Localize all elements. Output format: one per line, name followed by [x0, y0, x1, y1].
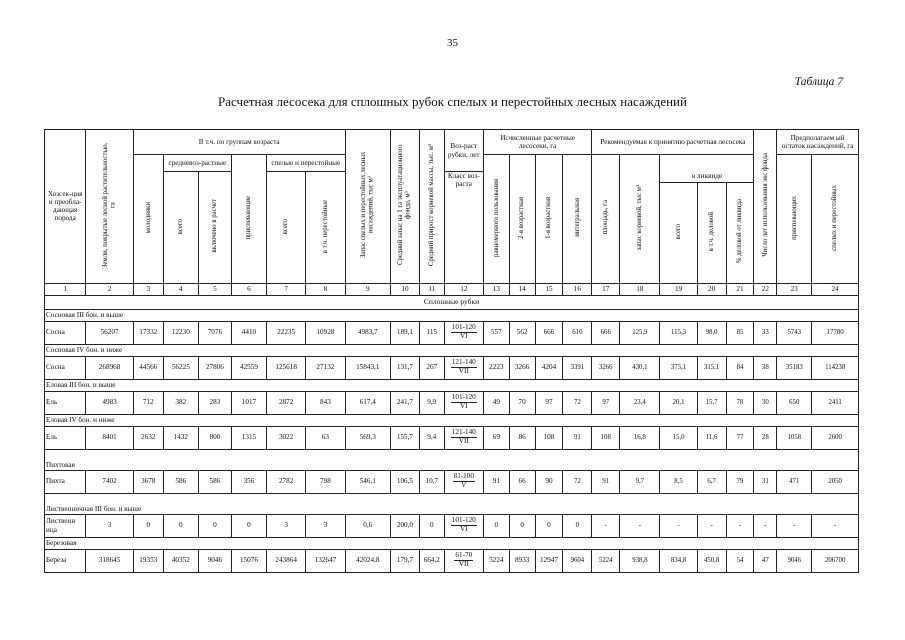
table-cell: 0 [483, 514, 509, 537]
table-cell: 0 [231, 514, 266, 537]
table-cell: 97 [535, 391, 563, 414]
table-cell: 318645 [86, 549, 134, 572]
table-cell: 131,7 [390, 356, 419, 379]
age-class-cell [444, 356, 483, 379]
table-row [45, 549, 859, 572]
table-cell: 9,7 [620, 470, 660, 493]
table-header [45, 130, 859, 284]
felling-table [44, 129, 859, 573]
table-cell: 189,1 [390, 321, 419, 344]
table-cell: 8,5 [660, 470, 697, 493]
age-class: VI [459, 525, 468, 533]
table-cell: 562 [509, 321, 535, 344]
table-cell: - [812, 514, 859, 537]
table-cell: 206700 [812, 549, 859, 572]
table-cell: 3 [306, 514, 345, 537]
header-years-of-use: Число лет использования экс фонда [754, 130, 777, 284]
header-second-age: 2-я возрастная [509, 155, 535, 284]
table-cell: 90 [535, 470, 563, 493]
table-cell: 4983,7 [345, 321, 390, 344]
table-cell: 27132 [306, 356, 345, 379]
header-middle-aged: средневоз-растные [163, 155, 231, 172]
table-cell: 28 [754, 426, 777, 449]
table-cell: 125618 [267, 356, 306, 379]
header-even-use: равномерного пользования [483, 155, 509, 284]
table-cell: 44566 [133, 356, 163, 379]
table-cell: 9046 [198, 549, 231, 572]
table-cell: 23,4 [620, 391, 660, 414]
header-age-class: Класс воз-раста [444, 172, 483, 284]
table-cell: 47 [754, 549, 777, 572]
age-class-cell [444, 426, 483, 449]
cutting-age: 101-120 [451, 393, 476, 402]
table-cell: 2782 [267, 470, 306, 493]
table-cell: 0 [563, 514, 592, 537]
table-label: Таблица 7 [794, 76, 843, 88]
table-cell: 97 [592, 391, 620, 414]
header-liquid: в ликвиде [660, 172, 754, 183]
table-cell: 2050 [812, 470, 859, 493]
table-cell: 15076 [231, 549, 266, 572]
table-row [45, 356, 859, 379]
header-mean-stock: Средний запас на 1 га эксплуатационного фонда, м³ [390, 130, 419, 284]
header-middle-total: всего [163, 172, 198, 284]
table-cell: 79 [726, 470, 754, 493]
column-number: 19 [660, 283, 697, 295]
column-number: 16 [563, 283, 592, 295]
table-row [45, 391, 859, 414]
table-cell: 666 [592, 321, 620, 344]
table-cell: 27806 [198, 356, 231, 379]
column-number: 22 [754, 283, 777, 295]
header-premature: приспевающие [231, 155, 266, 284]
table-cell: 33 [754, 321, 777, 344]
table-cell: 3391 [563, 356, 592, 379]
column-number: 4 [163, 283, 198, 295]
table-cell: 241,7 [390, 391, 419, 414]
table-cell: 3678 [133, 470, 163, 493]
column-number: 23 [777, 283, 812, 295]
page-number: 35 [447, 37, 458, 49]
age-class: VII [458, 560, 469, 568]
age-class: V [461, 481, 467, 489]
table-cell: 40352 [163, 549, 198, 572]
table-cell: 63 [306, 426, 345, 449]
table-cell: 267 [419, 356, 444, 379]
header-mean-growth: Средний прирост корневой массы, тыс. м³ [419, 130, 444, 284]
table-cell: 1432 [163, 426, 198, 449]
cutting-age: 101-120 [451, 516, 476, 525]
age-class: VI [459, 402, 468, 410]
age-class-cell [444, 470, 483, 493]
header-root-stock: запас корневой, тыс м³ [620, 155, 660, 284]
table-cell: 9604 [563, 549, 592, 572]
table-cell: 650 [777, 391, 812, 414]
age-class-cell [444, 321, 483, 344]
header-remain-premature: приспевающих [777, 155, 812, 284]
cutting-age: 81-100 [453, 472, 474, 481]
header-mature-stock: Запас спелых и перестойных лесных насаждений, тыс м³ [345, 130, 390, 284]
table-cell: 42024,8 [345, 549, 390, 572]
table-cell: 268968 [86, 356, 134, 379]
table-cell: 0 [535, 514, 563, 537]
table-cell: 70 [509, 391, 535, 414]
table-cell: 800 [198, 426, 231, 449]
column-number: 10 [390, 283, 419, 295]
header-mature-total: всего [267, 172, 306, 284]
group-title: Пихтовая [45, 449, 859, 470]
table-cell: 5224 [592, 549, 620, 572]
column-number: 20 [697, 283, 726, 295]
table-cell: 7402 [86, 470, 134, 493]
header-liquid-business: в т.ч. деловой [697, 182, 726, 283]
column-number: 11 [419, 283, 444, 295]
table-cell: 4410 [231, 321, 266, 344]
table-cell: 20,1 [660, 391, 697, 414]
table-body [45, 309, 859, 572]
table-cell: 72 [563, 470, 592, 493]
table-cell: 569,3 [345, 426, 390, 449]
age-class-cell [444, 514, 483, 537]
header-recommended: Рекомендуемая к принятию расчетная лесосека [592, 130, 754, 155]
table-cell: 16,8 [620, 426, 660, 449]
table-cell: 0,6 [345, 514, 390, 537]
table-cell: - [754, 514, 777, 537]
species-cell: Сосна [45, 356, 86, 379]
group-title: Лиственничная III бон. и выше [45, 493, 859, 514]
species-cell: Пихта [45, 470, 86, 493]
header-cutting-age: Воз-раст рубки, лет [444, 130, 483, 172]
table-cell: 12230 [163, 321, 198, 344]
table-cell: 450,8 [697, 549, 726, 572]
table-cell: 7076 [198, 321, 231, 344]
table-cell: 86 [509, 426, 535, 449]
species-cell: Береза [45, 549, 86, 572]
table-cell: 3 [86, 514, 134, 537]
table-cell: 0 [509, 514, 535, 537]
group-title: Сосновая IV бон. и ниже [45, 344, 859, 356]
table-cell: 17780 [812, 321, 859, 344]
table-cell: 5224 [483, 549, 509, 572]
column-number: 3 [133, 283, 163, 295]
column-number: 8 [306, 283, 345, 295]
table-cell: 3266 [509, 356, 535, 379]
table-cell: 9,4 [419, 426, 444, 449]
table-cell: 56207 [86, 321, 134, 344]
table-cell: 2632 [133, 426, 163, 449]
table-cell: 114238 [812, 356, 859, 379]
table-cell: 49 [483, 391, 509, 414]
table-cell: 586 [163, 470, 198, 493]
header-integral: интегральная [563, 155, 592, 284]
group-title: Еловая IV бон. и ниже [45, 414, 859, 426]
cutting-age: 61-70 [455, 551, 473, 560]
table-cell: 19353 [133, 549, 163, 572]
table-cell: 617,4 [345, 391, 390, 414]
header-age-groups: В т.ч. по группам возраста [133, 130, 345, 155]
group-title: Еловая III бон. и выше [45, 379, 859, 391]
table-cell: 356 [231, 470, 266, 493]
table-cell: 1315 [231, 426, 266, 449]
cutting-age: 121-140 [451, 358, 476, 367]
table-cell: 0 [133, 514, 163, 537]
table-row [45, 470, 859, 493]
column-number: 5 [198, 283, 231, 295]
cutting-age: 101-120 [451, 323, 476, 332]
header-young: молодняки [133, 155, 163, 284]
table-cell: 115 [419, 321, 444, 344]
age-class-cell [444, 391, 483, 414]
table-cell: 283 [198, 391, 231, 414]
table-cell: 6,7 [697, 470, 726, 493]
table-cell: 22235 [267, 321, 306, 344]
table-cell: 108 [535, 426, 563, 449]
column-number: 2 [86, 283, 134, 295]
group-title: Сосновая III бон. и выше [45, 309, 859, 321]
table-cell: 0 [163, 514, 198, 537]
header-mature: спелые и перестойные [267, 155, 346, 172]
table-cell: 2411 [812, 391, 859, 414]
table-cell: 179,7 [390, 549, 419, 572]
column-number: 18 [620, 283, 660, 295]
cutting-age: 121-140 [451, 428, 476, 437]
age-class: VI [459, 332, 468, 340]
table-cell: 666 [535, 321, 563, 344]
table-cell: 8401 [86, 426, 134, 449]
table-cell: 84 [726, 356, 754, 379]
header-area: площадь, га [592, 155, 620, 284]
header-forested-land: Земли, покрытые лесной растительностью, га [86, 130, 134, 284]
table-cell: 315,1 [697, 356, 726, 379]
table-cell: 382 [163, 391, 198, 414]
table-cell: 586 [198, 470, 231, 493]
group-title: Березовая [45, 537, 859, 549]
column-number: 7 [267, 283, 306, 295]
table-cell: 91 [563, 426, 592, 449]
table-cell: 11,6 [697, 426, 726, 449]
table-cell: 0 [419, 514, 444, 537]
table-cell: 2600 [812, 426, 859, 449]
header-business-percent: % деловой от ликвида [726, 182, 754, 283]
table-cell: - [726, 514, 754, 537]
table-cell: 69 [483, 426, 509, 449]
table-cell: 10928 [306, 321, 345, 344]
section-row [45, 295, 859, 309]
column-number: 24 [812, 283, 859, 295]
table-cell: 4983 [86, 391, 134, 414]
header-calculated-areas: Исчисленные расчетные лесосеки, га [483, 130, 591, 155]
table-cell: 115,3 [660, 321, 697, 344]
table-cell: 30 [754, 391, 777, 414]
species-cell: Ель [45, 391, 86, 414]
age-class-cell [444, 549, 483, 572]
table-cell: 125,9 [620, 321, 660, 344]
table-cell: 155,7 [390, 426, 419, 449]
species-cell: Сосна [45, 321, 86, 344]
table-cell: 66 [509, 470, 535, 493]
table-cell: - [592, 514, 620, 537]
table-cell: 798 [306, 470, 345, 493]
header-liquid-total: всего [660, 182, 697, 283]
age-class: VII [458, 367, 469, 375]
header-first-age: 1-я возрастная [535, 155, 563, 284]
header-liquid-spacer [660, 155, 754, 172]
table-cell: 200,0 [390, 514, 419, 537]
table-cell: 72 [563, 391, 592, 414]
table-cell: 35183 [777, 356, 812, 379]
table-cell: 546,1 [345, 470, 390, 493]
table-cell: 3266 [592, 356, 620, 379]
table-cell: 85 [726, 321, 754, 344]
table-row [45, 514, 859, 537]
table-cell: 834,8 [660, 549, 697, 572]
table-cell: - [697, 514, 726, 537]
table-cell: 15,0 [660, 426, 697, 449]
table-cell: 664,2 [419, 549, 444, 572]
table-cell: 938,8 [620, 549, 660, 572]
table-cell: 91 [592, 470, 620, 493]
table-cell: 375,1 [660, 356, 697, 379]
table-cell: 430,1 [620, 356, 660, 379]
table-row [45, 321, 859, 344]
table-cell: 2223 [483, 356, 509, 379]
table-cell: 78 [726, 391, 754, 414]
species-cell: Ель [45, 426, 86, 449]
table-cell: 91 [483, 470, 509, 493]
column-number: 1 [45, 283, 86, 295]
table-cell: 42559 [231, 356, 266, 379]
document-title: Расчетная лесосека для сплошных рубок спелых и перестойных лесных насаждений [218, 94, 687, 109]
header-overmature: в т.ч. перестойные [306, 172, 345, 284]
table-cell: 1017 [231, 391, 266, 414]
table-cell: 17332 [133, 321, 163, 344]
section-title: Сплошные рубки [45, 295, 859, 309]
table-cell: 98,0 [697, 321, 726, 344]
table-cell: 31 [754, 470, 777, 493]
table-cell: 1058 [777, 426, 812, 449]
table-cell: 712 [133, 391, 163, 414]
table-cell: 77 [726, 426, 754, 449]
column-number: 15 [535, 283, 563, 295]
column-number: 14 [509, 283, 535, 295]
table-cell: 471 [777, 470, 812, 493]
table-cell: 843 [306, 391, 345, 414]
table-row [45, 426, 859, 449]
table-cell: 3 [267, 514, 306, 537]
table-cell: 15843,1 [345, 356, 390, 379]
table-cell: 108 [592, 426, 620, 449]
table-cell: - [777, 514, 812, 537]
table-cell: 38 [754, 356, 777, 379]
table-cell: - [660, 514, 697, 537]
table-cell: 243864 [267, 549, 306, 572]
column-numbers [45, 283, 859, 295]
table-cell: 557 [483, 321, 509, 344]
table-cell: 9,9 [419, 391, 444, 414]
table-cell: 610 [563, 321, 592, 344]
header-middle-included: включено в расчет [198, 172, 231, 284]
table-cell: 132647 [306, 549, 345, 572]
table-cell: 9046 [777, 549, 812, 572]
column-number: 17 [592, 283, 620, 295]
table-cell: 106,5 [390, 470, 419, 493]
age-class: VII [458, 437, 469, 445]
table-cell: 4204 [535, 356, 563, 379]
table-cell: 3022 [267, 426, 306, 449]
table-cell: 15,7 [697, 391, 726, 414]
table-cell: 12947 [535, 549, 563, 572]
table-cell: 56225 [163, 356, 198, 379]
header-remain-mature: спелых и перестойных [812, 155, 859, 284]
table-cell: 5743 [777, 321, 812, 344]
species-cell: Лиственн ица [45, 514, 86, 537]
column-number: 6 [231, 283, 266, 295]
column-number: 9 [345, 283, 390, 295]
column-number: 12 [444, 283, 483, 295]
column-number: 13 [483, 283, 509, 295]
header-section-species: Хозсек-ция и преобла-дающая порода [45, 130, 86, 284]
table-cell: 0 [198, 514, 231, 537]
header-remainder: Предполагаем ый остаток насаждений, га [777, 130, 859, 155]
table-cell: - [620, 514, 660, 537]
table-cell: 10,7 [419, 470, 444, 493]
table-cell: 54 [726, 549, 754, 572]
column-number: 21 [726, 283, 754, 295]
table-cell: 2872 [267, 391, 306, 414]
table-cell: 8933 [509, 549, 535, 572]
